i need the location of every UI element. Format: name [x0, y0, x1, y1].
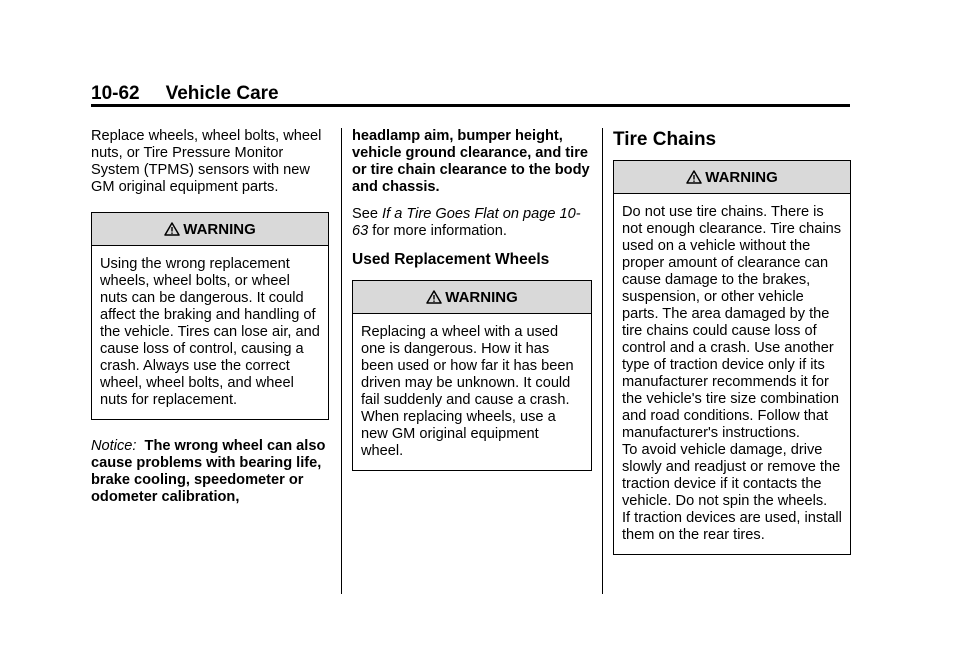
intro-paragraph: Replace wheels, wheel bolts, wheel nuts, or Tire Pressure Monitor System (TPMS) sensors with new GM original equipment parts.: [91, 128, 322, 195]
section-title: Vehicle Care: [165, 83, 279, 104]
warning-text: Using the wrong replacement wheels, wheel bolts, or wheel nuts can be dangerous. It could affect the braking and handling of the vehicle. Tires can lose air, and cause loss of control, causing a crash. Always use the correct wheel, wheel bolts, and wheel nuts for replacement.: [100, 256, 320, 408]
warning-text: Replacing a wheel with a used one is dangerous. How it has been used or how far it has been driven may be unknown. It could fail suddenly and cause a crash. When replacing wheels, use a new GM original equipment wheel.: [361, 324, 574, 459]
warning-triangle-icon: [686, 170, 702, 184]
notice-label: Notice:: [91, 438, 137, 454]
warning-title: WARNING: [183, 220, 256, 238]
see-reference: [352, 206, 592, 240]
subheading: Used Replacement Wheels: [352, 251, 550, 268]
notice-paragraph: [91, 438, 329, 506]
header-rule: [91, 104, 850, 107]
warning-box: [352, 280, 592, 471]
warning-paragraph: To avoid vehicle damage, drive slowly and readjust or remove the traction device if it contacts the vehicle. Do not spin the wheels.: [622, 442, 841, 509]
warning-triangle-icon: [426, 290, 442, 304]
column-3: [613, 128, 851, 555]
continued-paragraph: headlamp aim, bumper height, vehicle ground clearance, and tire or tire chain clearance to the body and chassis.: [352, 128, 590, 195]
see-suffix: for more information.: [372, 223, 507, 239]
warning-title: WARNING: [705, 168, 778, 186]
warning-header: [614, 161, 850, 194]
header-title: [91, 82, 851, 106]
see-prefix: See: [352, 206, 378, 222]
page-header: [91, 82, 851, 106]
notice-text: The wrong wheel can also cause problems with bearing life, brake cooling, speedometer or odometer calibration,: [91, 438, 326, 505]
column-2: [352, 128, 592, 471]
column-divider: [341, 128, 342, 594]
warning-header: [353, 281, 591, 314]
warning-box: [91, 212, 329, 420]
section-heading: Tire Chains: [613, 129, 717, 150]
warning-paragraph: Do not use tire chains. There is not enough clearance. Tire chains used on a vehicle without the proper amount of clearance can cause damage to the brakes, suspension, or other vehicle parts. The area damaged by the tire chains could cause loss of control and a crash. Use another type of traction device only if its manufacturer recommends it for the vehicle's tire size combination and road conditions. Follow that manufacturer's instructions.: [622, 204, 842, 441]
warning-body: [614, 194, 850, 554]
cross-reference-link[interactable]: If a Tire Goes Flat on page 10-63: [352, 206, 581, 239]
warning-triangle-icon: [164, 222, 180, 236]
page-number: 10-62: [91, 83, 140, 104]
warning-box: [613, 160, 851, 555]
warning-title: WARNING: [445, 288, 518, 306]
column-1: [91, 128, 329, 516]
warning-paragraph: If traction devices are used, install them on the rear tires.: [622, 510, 842, 543]
warning-header: [92, 213, 328, 246]
column-divider: [602, 128, 603, 594]
